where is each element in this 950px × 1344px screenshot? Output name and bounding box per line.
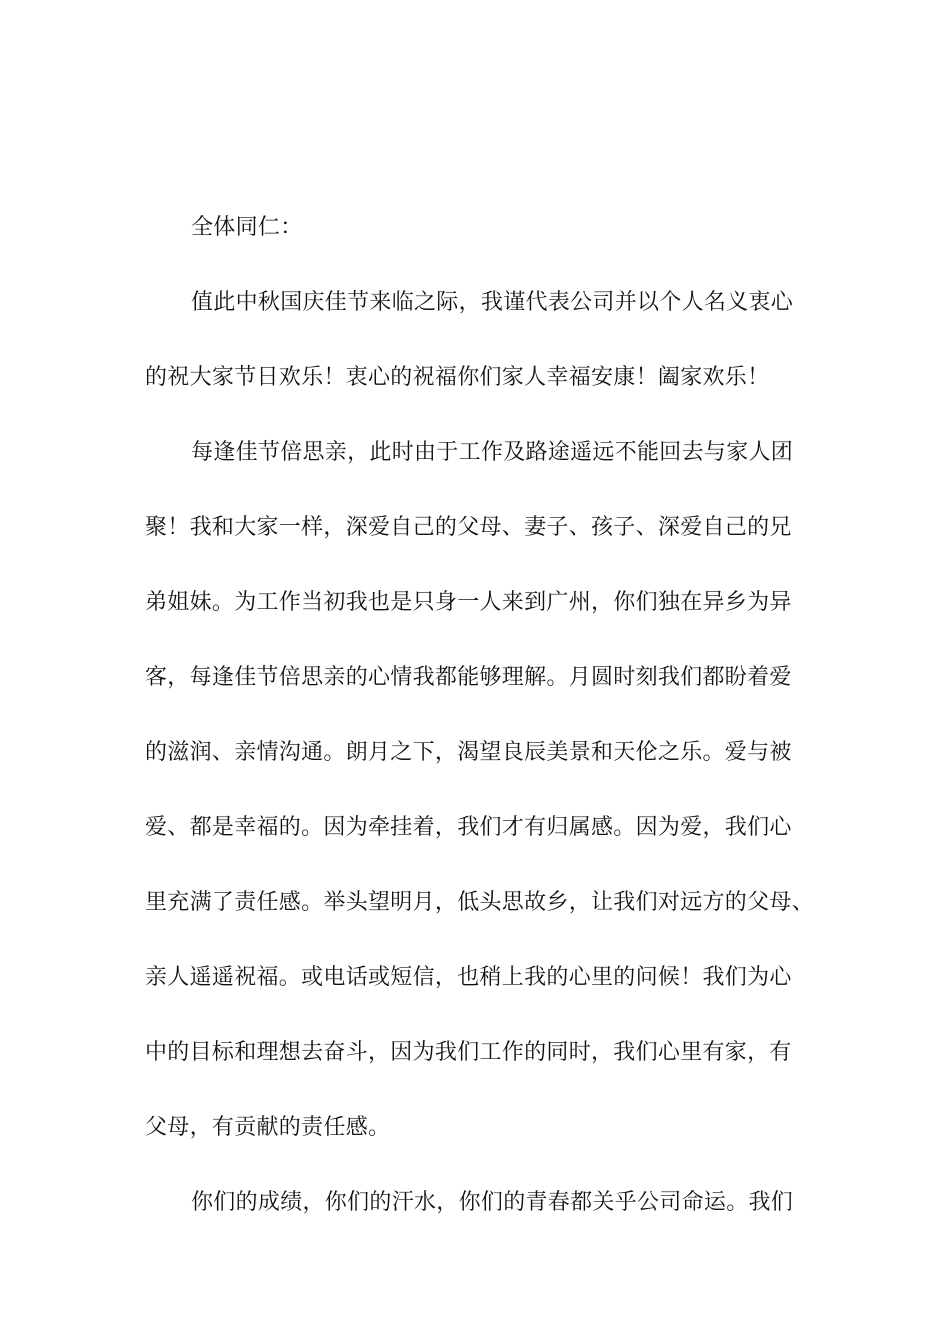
paragraph-2-line-4: 客，每逢佳节倍思亲的心情我都能够理解。月圆时刻我们都盼着爱 [145,665,792,690]
paragraph-2-line-10: 父母，有贡献的责任感。 [145,1115,391,1140]
paragraph-2-line-3: 弟姐妹。为工作当初我也是只身一人来到广州，你们独在异乡为异 [145,590,792,615]
letter-body [145,206,835,1256]
paragraph-1-line-2: 的祝大家节日欢乐！衷心的祝福你们家人幸福安康！阖家欢乐！ [145,365,770,390]
salutation: 全体同仁： [191,215,303,240]
paragraph-2-line-1: 每逢佳节倍思亲，此时由于工作及路途遥远不能回去与家人团 [191,440,794,465]
paragraph-1-line-1: 值此中秋国庆佳节来临之际，我谨代表公司并以个人名义衷心 [191,290,794,315]
paragraph-3-line-1: 你们的成绩，你们的汗水，你们的青春都关乎公司命运。我们 [191,1190,794,1215]
paragraph-2-line-2: 聚！我和大家一样，深爱自己的父母、妻子、孩子、深爱自己的兄 [145,515,792,540]
paragraph-2-line-7: 里充满了责任感。举头望明月，低头思故乡，让我们对远方的父母、 [145,890,815,915]
paragraph-2-line-8: 亲人遥遥祝福。或电话或短信，也稍上我的心里的问候！我们为心 [145,965,792,990]
paragraph-2-line-6: 爱、都是幸福的。因为牵挂着，我们才有归属感。因为爱，我们心 [145,815,792,840]
paragraph-2-line-9: 中的目标和理想去奋斗，因为我们工作的同时，我们心里有家，有 [145,1040,792,1065]
paragraph-2-line-5: 的滋润、亲情沟通。朗月之下，渴望良辰美景和天伦之乐。爱与被 [145,740,792,765]
